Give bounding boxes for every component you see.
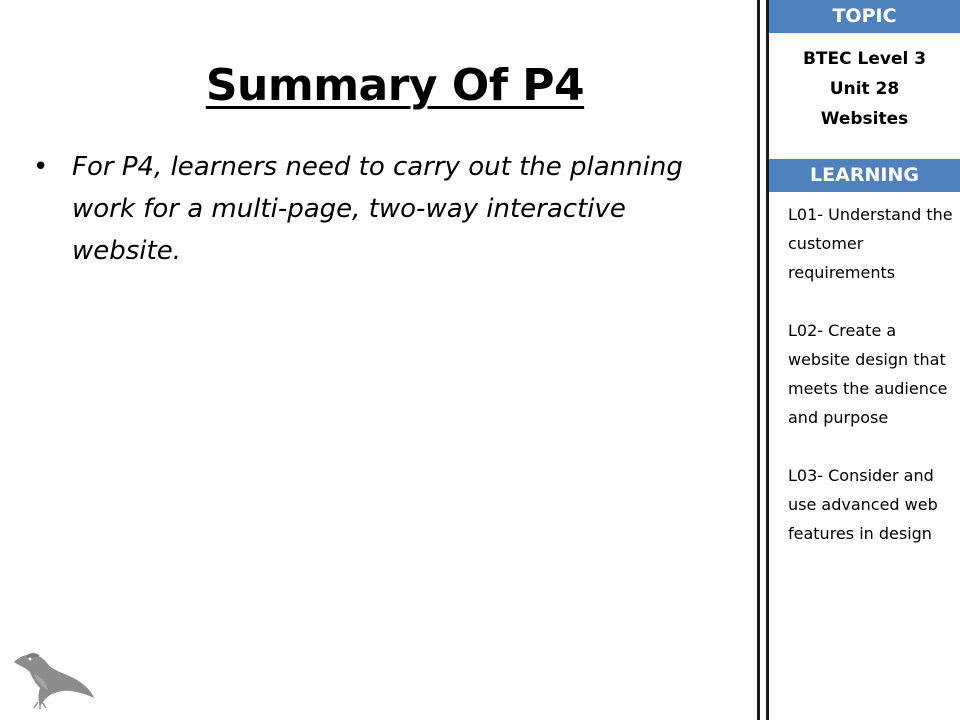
sidebar [769, 0, 960, 720]
topic-header: TOPIC [769, 0, 960, 33]
topic-line: Websites [820, 109, 909, 129]
learning-header: LEARNING [769, 159, 960, 192]
objective-item: L03- Consider and use advanced web features in design [788, 466, 938, 543]
slide-title: Summary Of P4 [205, 60, 585, 111]
falcon-logo-icon [8, 646, 98, 710]
bullet-dot-icon: • [33, 152, 49, 182]
bullet-list [30, 146, 730, 272]
topic-body [769, 44, 960, 134]
bullet-text: For P4, learners need to carry out the planning work for a multi-page, two-way interactive website. [72, 152, 683, 266]
objective-item: L02- Create a website design that meets the audience and purpose [788, 321, 948, 427]
topic-line: Unit 28 [829, 79, 900, 99]
sidebar-divider [757, 0, 769, 720]
bullet-item [30, 146, 730, 272]
objective-item: L01- Understand the customer requirements [788, 205, 953, 282]
learning-objectives [788, 200, 958, 577]
topic-line: BTEC Level 3 [802, 49, 927, 69]
